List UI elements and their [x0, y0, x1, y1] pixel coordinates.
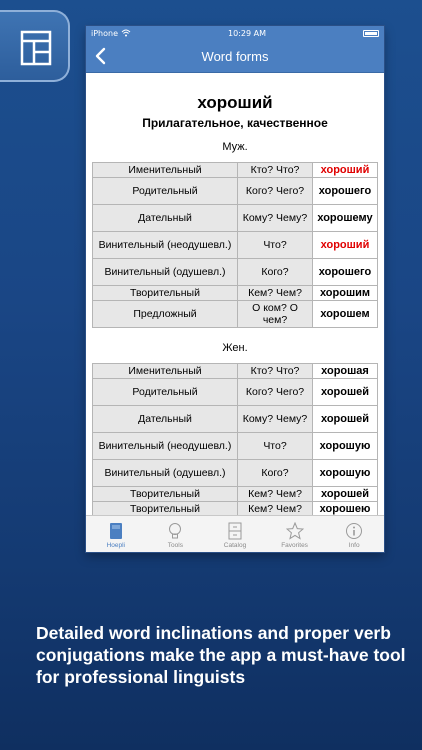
nav-bar: [86, 40, 384, 73]
word-form: хорошую: [313, 460, 378, 487]
battery-icon: [363, 30, 379, 37]
case-name: Винительный (одушевл.): [93, 460, 238, 487]
case-name: Предложный: [93, 301, 238, 328]
tab-favorites[interactable]: Favorites: [265, 516, 325, 552]
table-row: [93, 487, 378, 502]
case-name: Дательный: [93, 205, 238, 232]
status-bar: [86, 26, 384, 40]
case-name: Винительный (неодушевл.): [93, 232, 238, 259]
case-name: Родительный: [93, 379, 238, 406]
phone-screen: [86, 26, 384, 552]
word-form: хорошей: [313, 487, 378, 502]
tab-bar: [86, 515, 384, 552]
feminine-label: Жен.: [222, 342, 248, 354]
case-question: Кому? Чему?: [238, 406, 313, 433]
case-question: Кого? Чего?: [238, 178, 313, 205]
case-name: Творительный: [93, 286, 238, 301]
headword: хороший: [197, 93, 273, 112]
table-row: [93, 232, 378, 259]
word-form: хорошую: [313, 433, 378, 460]
word-form: хорошего: [313, 178, 378, 205]
table-row: [93, 433, 378, 460]
case-question: Кого? Чего?: [238, 379, 313, 406]
word-form: хорошей: [313, 406, 378, 433]
table-row: [93, 178, 378, 205]
nav-title: Word forms: [201, 48, 269, 64]
word-form: хороший: [313, 232, 378, 259]
word-form: хорошей: [313, 379, 378, 406]
lightbulb-icon: [168, 522, 182, 540]
word-form: хорошая: [313, 364, 378, 379]
case-question: Кем? Чем?: [238, 286, 313, 301]
tab-catalog[interactable]: Catalog: [205, 516, 265, 552]
tab-tools[interactable]: Tools: [146, 516, 206, 552]
clock: 10:29 AM: [228, 28, 266, 38]
book-icon: [109, 522, 123, 540]
case-name: Дательный: [93, 406, 238, 433]
case-name: Творительный: [93, 502, 238, 517]
word-forms-content: [86, 73, 384, 544]
word-form: хорошему: [313, 205, 378, 232]
table-row: [93, 301, 378, 328]
word-form: хороший: [313, 163, 378, 178]
tab-info[interactable]: Info: [324, 516, 384, 552]
promo-caption: Detailed word inclinations and proper verb conjugations make the app a must-have tool for professional linguists: [36, 623, 406, 687]
app-badge: [0, 10, 70, 82]
star-icon: [286, 522, 304, 540]
case-question: Кого?: [238, 460, 313, 487]
table-row: [93, 205, 378, 232]
word-form: хорошим: [313, 286, 378, 301]
case-question: Кого?: [238, 259, 313, 286]
tab-hoepli[interactable]: Hoepli: [86, 516, 146, 552]
table-row: [93, 406, 378, 433]
case-name: Винительный (неодушевл.): [93, 433, 238, 460]
word-form: хорошем: [313, 301, 378, 328]
word-form: хорошего: [313, 259, 378, 286]
case-question: Что?: [238, 433, 313, 460]
table-icon: [20, 30, 52, 66]
case-question: Кому? Чему?: [238, 205, 313, 232]
case-question: Кем? Чем?: [238, 487, 313, 502]
table-row: [93, 259, 378, 286]
masculine-label: Муж.: [222, 141, 248, 153]
carrier-label: iPhone: [91, 28, 119, 38]
back-chevron-icon[interactable]: [92, 46, 110, 66]
word-form: хорошею: [313, 502, 378, 517]
table-row: [93, 364, 378, 379]
case-name: Родительный: [93, 178, 238, 205]
case-question: О ком? О чем?: [238, 301, 313, 328]
masculine-table: [92, 162, 378, 328]
case-question: Что?: [238, 232, 313, 259]
table-row: [93, 163, 378, 178]
table-row: [93, 460, 378, 487]
table-row: [93, 379, 378, 406]
case-question: Кто? Что?: [238, 364, 313, 379]
table-row: [93, 286, 378, 301]
case-question: Кем? Чем?: [238, 502, 313, 517]
case-name: Творительный: [93, 487, 238, 502]
cabinet-icon: [228, 522, 242, 540]
wifi-icon: [121, 29, 131, 37]
case-name: Именительный: [93, 364, 238, 379]
case-name: Винительный (одушевл.): [93, 259, 238, 286]
case-question: Кто? Что?: [238, 163, 313, 178]
part-of-speech: Прилагательное, качественное: [142, 116, 328, 130]
case-name: Именительный: [93, 163, 238, 178]
info-icon: [345, 522, 363, 540]
